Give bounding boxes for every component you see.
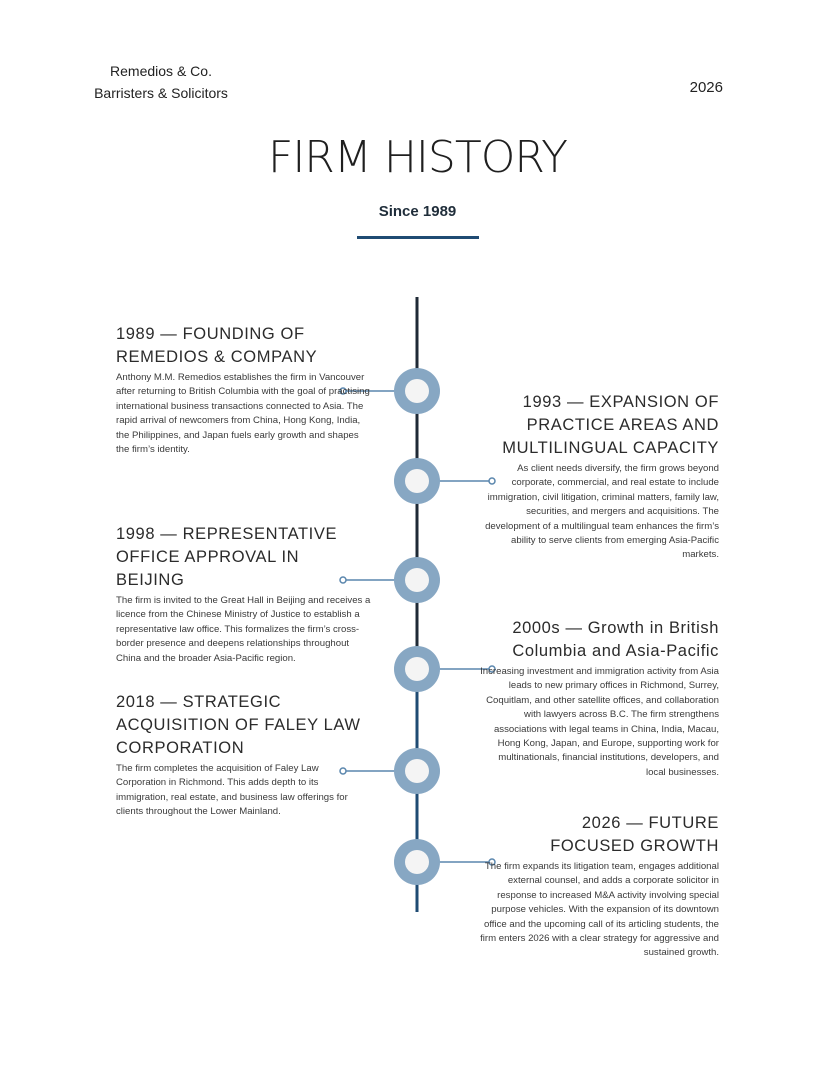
timeline-node-center: [405, 759, 429, 783]
page-subtitle: Since 1989: [378, 203, 457, 220]
timeline-entry-body: The firm expands its litigation team, engages additional external counsel, and adds a corporate solicitor in response to increased M&A activity involving special purpose vehicles. With the expansion of its downtown office and the upcoming call of its articling students, the firm enters 2026 with a clear strategy for aggressive and sustained growth.: [480, 861, 719, 959]
timeline-entry-title-line: REMEDIOS & COMPANY: [116, 348, 318, 366]
timeline-node-center: [405, 469, 429, 493]
timeline-entry-title: [479, 812, 719, 858]
timeline-entry: [479, 812, 719, 961]
timeline-entry-title-line: 1993 — EXPANSION OF: [522, 393, 719, 411]
timeline-node-center: [405, 568, 429, 592]
firm-name-line2: Barristers & Solicitors: [94, 85, 228, 101]
timeline-entry-title: [116, 691, 371, 760]
timeline-entry: [116, 323, 371, 457]
timeline-entry: [479, 391, 719, 563]
timeline-entry-body: The firm is invited to the Great Hall in Beijing and receives a licence from the Chinese Ministry of Justice to establish a representative law office. This formalizes the firm’s cross-border presence and deepens relationships throughout China and the broader Asia-Pacific region.: [116, 595, 371, 664]
timeline-entry-body: As client needs diversify, the firm grows beyond corporate, commercial, and real estate to include immigration, civil litigation, criminal matters, family law, securities, and mergers and acquisitions. The development of a multilingual team enhances the firm’s ability to serve clients from emerging Asia-Pacific markets.: [485, 463, 719, 561]
timeline-entry-title-line: 1998 — REPRESENTATIVE: [116, 525, 338, 543]
timeline-entry-body: The firm completes the acquisition of Faley Law Corporation in Richmond. This adds depth to its immigration, real estate, and business law offerings for clients throughout the Lower Mainland.: [116, 763, 348, 818]
timeline-entry-title: [116, 323, 371, 369]
page-title: FIRM HISTORY: [268, 132, 567, 183]
timeline-entry: [479, 617, 719, 780]
timeline-entry-title-line: OFFICE APPROVAL IN BEIJING: [116, 548, 300, 589]
timeline-entry-title: [116, 523, 371, 592]
timeline-entry-title-line: 1989 — FOUNDING OF: [116, 325, 305, 343]
timeline-node-center: [405, 657, 429, 681]
timeline-entry-title-line: 2026 — FUTURE: [581, 814, 719, 832]
timeline-entry-title-line: CORPORATION: [116, 739, 245, 757]
timeline-entry-title-line: FOCUSED GROWTH: [550, 837, 719, 855]
timeline-entry-title-line: Columbia and Asia-Pacific: [512, 642, 719, 660]
timeline-node-center: [405, 379, 429, 403]
timeline-entry: [116, 691, 371, 820]
timeline-entry-title-line: MULTILINGUAL CAPACITY: [502, 439, 719, 457]
timeline-entry-title: [479, 391, 719, 460]
timeline-entry-title-line: 2000s — Growth in British: [512, 619, 719, 637]
timeline-entry-body: Increasing investment and immigration activity from Asia leads to new primary offices in Richmond, Surrey, Coquitlam, and other satellite offices, and collaboration with lawyers across B.C. The firm strengthens associations with legal teams in China, India, Macau, Hong Kong, Japan, and Europe, supporting work for multinationals, financial institutions, developers, and local businesses.: [480, 666, 719, 778]
timeline-node-center: [405, 850, 429, 874]
timeline-entry-title-line: ACQUISITION OF FALEY LAW: [116, 716, 361, 734]
timeline-entry-title-line: 2018 — STRATEGIC: [116, 693, 282, 711]
timeline-entry: [116, 523, 371, 666]
header-year: 2026: [689, 79, 723, 96]
timeline-entry-body: Anthony M.M. Remedios establishes the firm in Vancouver after returning to British Columbia with the goal of practising international business transactions connected to Asia. The rapid arrival of newcomers from China, Hong Kong, India, the Philippines, and Japan fuels early growth and shapes the firm’s identity.: [116, 372, 370, 456]
timeline-entry-title: [479, 617, 719, 663]
timeline-entry-title-line: PRACTICE AREAS AND: [526, 416, 719, 434]
firm-name-line1: Remedios & Co.: [110, 63, 212, 79]
